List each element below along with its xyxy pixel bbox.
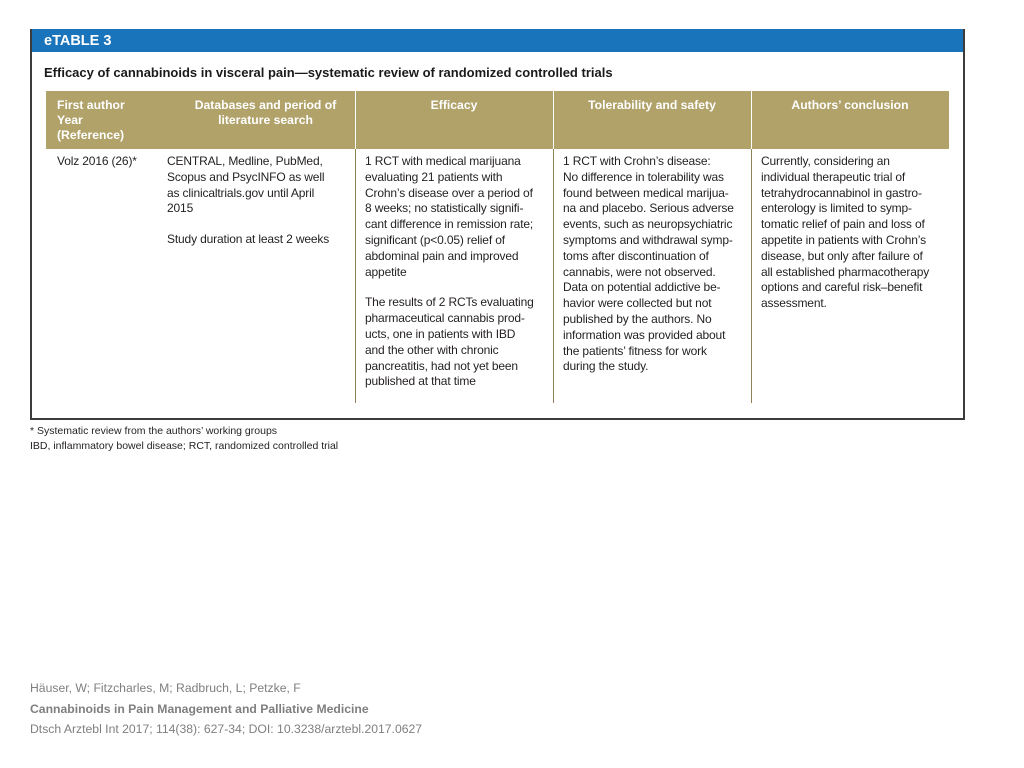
table-footnotes bbox=[30, 424, 338, 454]
cell-tolerability bbox=[563, 154, 734, 375]
header-conclusion: Authors’ conclusion bbox=[791, 98, 909, 112]
header-tolerability: Tolerability and safety bbox=[588, 98, 716, 112]
cell-conclusion bbox=[761, 154, 929, 312]
table-caption: Efficacy of cannabinoids in visceral pain—systematic review of randomized controlled trials bbox=[44, 65, 613, 80]
citation bbox=[30, 678, 422, 740]
table-header-row bbox=[46, 91, 949, 149]
header-first-author: First author Year (Reference) bbox=[57, 98, 125, 142]
cell-paragraph: The results of 2 RCTs evaluating pharmaceutical cannabis prod- ucts, one in patients with IBD and the other with chronic pancreatitis, had not yet been published at that time bbox=[365, 295, 534, 389]
cell-paragraph: 1 RCT with medical marijuana evaluating 21 patients with Crohn’s disease over a period of 8 weeks; no statistically signifi- cant difference in remission rate; significant (p<0.05) relief of abdominal pain and improved appetite bbox=[365, 154, 534, 279]
etable-frame bbox=[30, 29, 965, 420]
table-label: eTABLE 3 bbox=[32, 29, 963, 52]
header-divider bbox=[553, 91, 554, 149]
citation-journal: Dtsch Arztebl Int 2017; 114(38): 627-34; DOI: 10.3238/arztebl.2017.0627 bbox=[30, 722, 423, 736]
header-divider bbox=[355, 91, 356, 149]
cell-author: Volz 2016 (26)* bbox=[57, 154, 137, 168]
cell-paragraph: 1 RCT with Crohn’s disease: No difference in tolerability was found between medical marijua- na and placebo. Serious adverse events, such as neuropsychiatric symptoms and withdrawal symp- toms after discontinuation of cannabis, were not observed. Data on potential addictive be- havior were collected but not published by the authors. No information was provided about the patients’ fitness for work during the study. bbox=[563, 154, 734, 374]
cell-paragraph: Study duration at least 2 weeks bbox=[167, 232, 330, 247]
cell-paragraph: CENTRAL, Medline, PubMed, Scopus and PsycINFO as well as clinicaltrials.gov until April 2015 bbox=[167, 154, 325, 216]
footnote: * Systematic review from the authors’ working groups bbox=[30, 425, 278, 437]
cell-efficacy bbox=[365, 154, 534, 390]
cell-paragraph: Currently, considering an individual therapeutic trial of tetrahydrocannabinol in gastro- enterology is limited to symp- tomatic relief of pain and loss of appetite in patients with Crohn’s disease, but only after failure of all established pharmacotherapy options and careful risk–benefit assessment. bbox=[761, 154, 930, 311]
header-divider bbox=[751, 91, 752, 149]
citation-title: Cannabinoids in Pain Management and Palliative Medicine bbox=[30, 701, 369, 716]
header-efficacy: Efficacy bbox=[430, 98, 478, 112]
cell-databases bbox=[167, 154, 329, 248]
header-databases: Databases and period of literature search bbox=[194, 98, 337, 127]
citation-authors: Häuser, W; Fitzcharles, M; Radbruch, L; Petzke, F bbox=[30, 681, 301, 695]
footnote: IBD, inflammatory bowel disease; RCT, randomized controlled trial bbox=[30, 440, 339, 452]
